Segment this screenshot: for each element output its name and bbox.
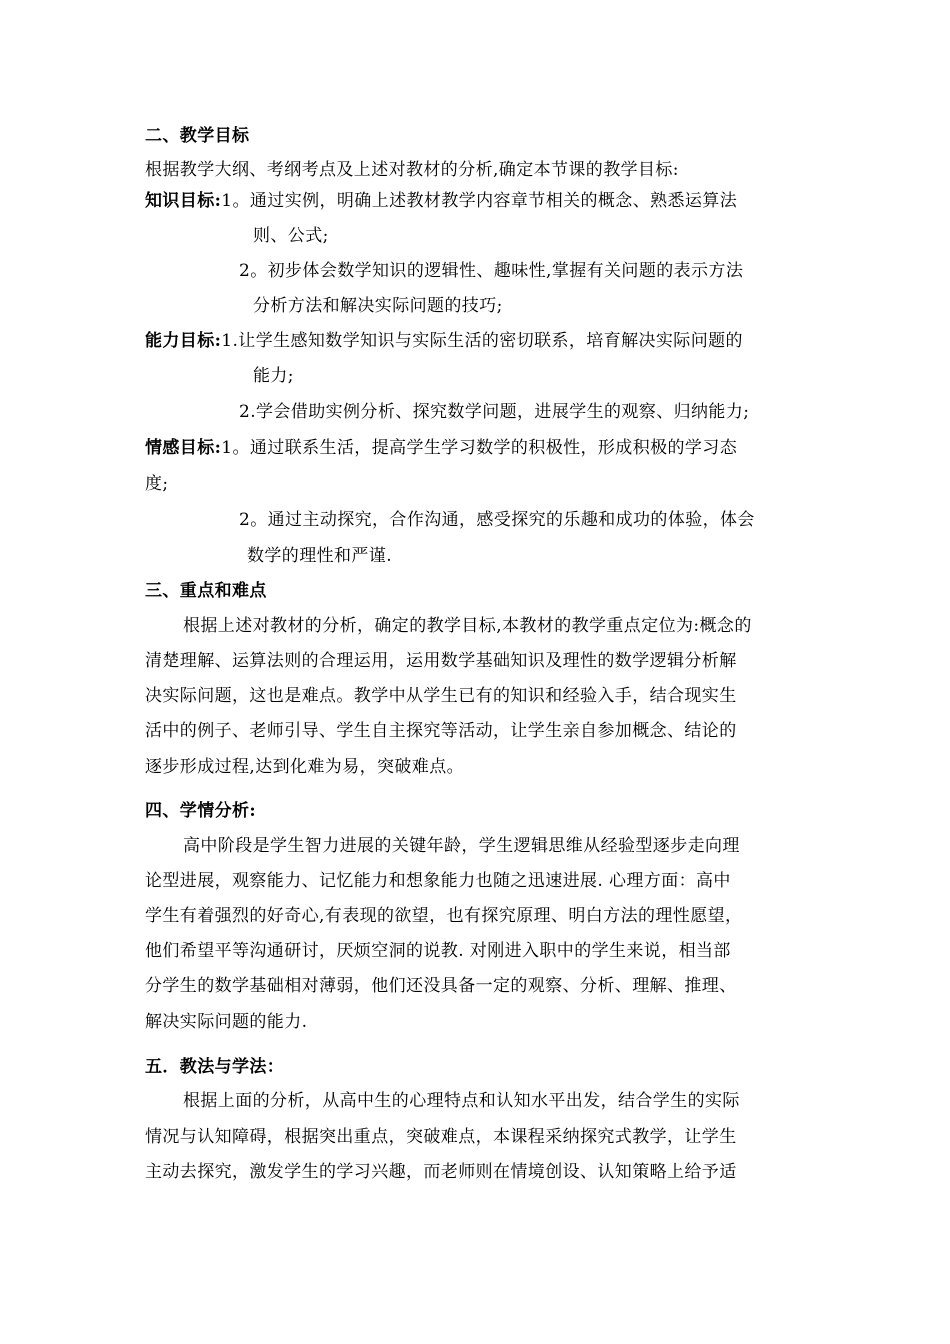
emotion-goal-1: 1。通过联系生活，提高学生学习数学的积极性，形成积极的学习态 xyxy=(221,438,738,458)
learner-analysis-line: 解决实际问题的能力. xyxy=(145,1012,308,1032)
key-points-line: 决实际问题，这也是难点。教学中从学生已有的知识和经验入手，结合现实生 xyxy=(145,686,737,706)
learner-analysis-line: 论型进展，观察能力、记忆能力和想象能力也随之迅速进展. 心理方面：高中 xyxy=(145,871,731,891)
key-points-line: 根据上述对教材的分析，确定的教学目标,本教材的教学重点定位为:概念的 xyxy=(183,616,752,636)
emotion-goal-line xyxy=(145,436,737,460)
ability-goal-label: 能力目标: xyxy=(145,331,222,351)
emotion-goal-label: 情感目标: xyxy=(145,438,222,458)
learner-analysis-line: 分学生的数学基础相对薄弱，他们还没具备一定的观察、分析、理解、推理、 xyxy=(145,976,737,996)
emotion-goal-1-cont: 度; xyxy=(145,474,169,494)
section-heading-learner-analysis: 四、学情分析: xyxy=(145,801,257,821)
key-points-line: 逐步形成过程,达到化难为易，突破难点。 xyxy=(145,757,465,777)
key-points-line: 清楚理解、运算法则的合理运用，运用数学基础知识及理性的数学逻辑分析解 xyxy=(145,651,737,671)
knowledge-goal-line xyxy=(145,189,737,213)
methods-line: 主动去探究，激发学生的学习兴趣，而老师则在情境创设、认知策略上给予适 xyxy=(145,1162,737,1182)
learner-analysis-line: 他们希望平等沟通研讨，厌烦空洞的说教. 对刚进入职中的学生来说，相当部 xyxy=(145,941,731,961)
methods-line: 情况与认知障碍，根据突出重点，突破难点，本课程采纳探究式教学，让学生 xyxy=(145,1127,737,1147)
knowledge-goal-label: 知识目标: xyxy=(145,191,222,211)
methods-line: 根据上面的分析，从高中生的心理特点和认知水平出发，结合学生的实际 xyxy=(183,1091,740,1111)
emotion-goal-2-cont: 数学的理性和严谨. xyxy=(247,546,393,566)
learner-analysis-line: 学生有着强烈的好奇心,有表现的欲望，也有探究原理、明白方法的理性愿望， xyxy=(145,906,743,926)
ability-goal-line xyxy=(145,329,743,353)
ability-goal-1-cont: 能力; xyxy=(253,366,294,386)
knowledge-goal-1-cont: 则、公式; xyxy=(253,226,329,246)
knowledge-goal-2-cont: 分析方法和解决实际问题的技巧; xyxy=(253,296,503,316)
ability-goal-1: 1.让学生感知数学知识与实际生活的密切联系，培育解决实际问题的 xyxy=(221,331,743,351)
emotion-goal-2: 2。通过主动探究，合作沟通，感受探究的乐趣和成功的体验，体会 xyxy=(239,510,755,530)
knowledge-goal-2: 2。初步体会数学知识的逻辑性、趣味性,掌握有关问题的表示方法 xyxy=(239,261,744,281)
learner-analysis-line: 高中阶段是学生智力进展的关键年龄，学生逻辑思维从经验型逐步走向理 xyxy=(183,836,740,856)
section-heading-teaching-goals: 二、教学目标 xyxy=(145,126,250,146)
key-points-line: 活中的例子、老师引导、学生自主探究等活动，让学生亲自参加概念、结论的 xyxy=(145,721,737,741)
ability-goal-2: 2.学会借助实例分析、探究数学问题，进展学生的观察、归纳能力; xyxy=(239,402,750,422)
section-heading-methods: 五．教法与学法： xyxy=(145,1057,285,1077)
knowledge-goal-1: 1。通过实例，明确上述教材教学内容章节相关的概念、熟悉运算法 xyxy=(221,191,738,211)
section-heading-key-points: 三、重点和难点 xyxy=(145,581,267,601)
goals-intro: 根据教学大纲、考纲考点及上述对教材的分析,确定本节课的教学目标: xyxy=(145,160,679,180)
